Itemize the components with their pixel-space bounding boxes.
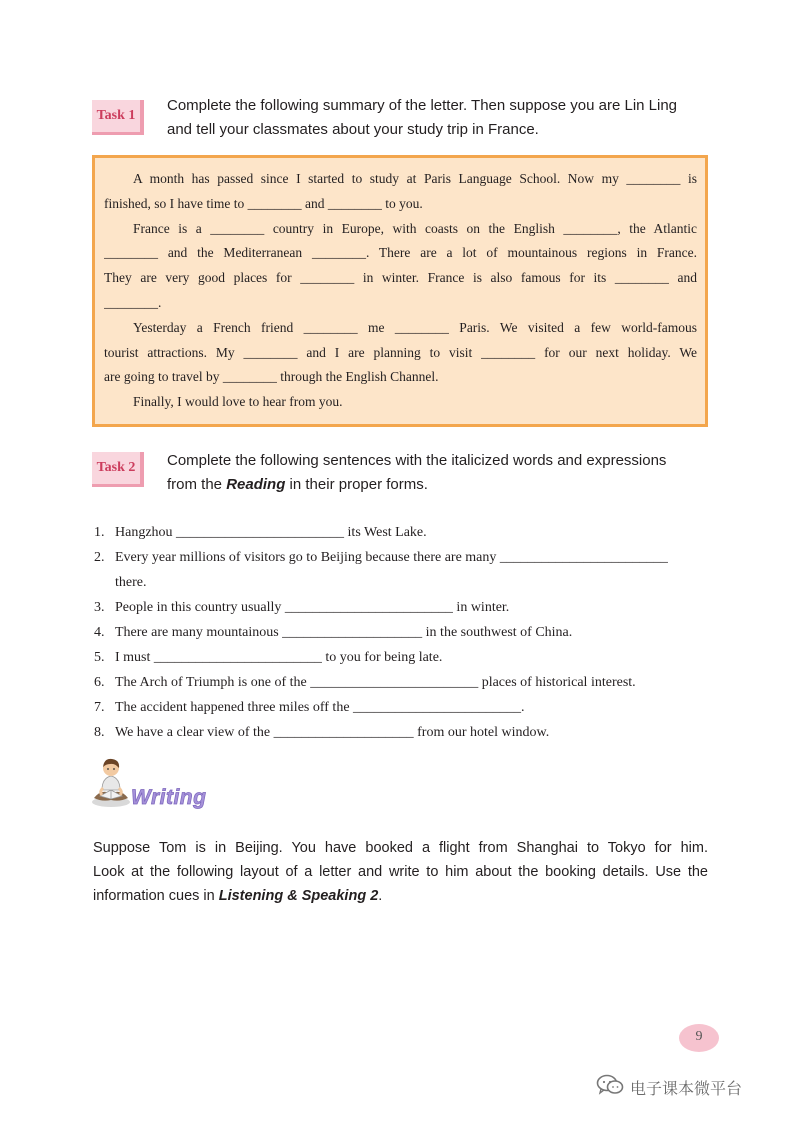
item-text: Hangzhou ________________________ its West Lake. bbox=[115, 525, 427, 540]
letter-line: A month has passed since I started to study at Paris Language School. Now my ________ is bbox=[133, 171, 697, 186]
writing-line: Look at the following layout of a letter and write to him about the booking details. Use the bbox=[93, 864, 708, 880]
list-item bbox=[94, 720, 714, 745]
letter-line: tourist attractions. My ________ and I are planning to visit ________ for our next holiday. We bbox=[104, 344, 697, 360]
page-number: 9 bbox=[679, 1024, 719, 1052]
letter-line: Yesterday a French friend ________ me ________ Paris. We visited a few world-famous bbox=[133, 319, 697, 335]
letter-summary-text bbox=[104, 167, 697, 415]
letter-line: are going to travel by ________ through the English Channel. bbox=[104, 369, 439, 385]
writing-text: . bbox=[378, 888, 383, 904]
letter-line: ________ and the Mediterranean ________. There are a lot of mountainous regions in France. bbox=[104, 245, 697, 261]
wechat-icon bbox=[596, 1073, 624, 1102]
task2-instruction-line bbox=[167, 473, 712, 497]
letter-line: ________. bbox=[104, 294, 162, 310]
list-item bbox=[94, 670, 714, 695]
letter-line: They are very good places for ________ in winter. France is also famous for its ________ and bbox=[104, 270, 697, 286]
task1-instruction-line: Complete the following summary of the letter. Then suppose you are Lin Ling bbox=[167, 97, 678, 114]
list-item-continuation bbox=[94, 570, 714, 595]
item-number: 6. bbox=[94, 675, 105, 690]
item-number: 5. bbox=[94, 650, 105, 665]
task1-instruction bbox=[167, 94, 712, 142]
item-text: there. bbox=[115, 575, 147, 590]
writing-line bbox=[93, 884, 708, 908]
writing-emphasis: Listening & Speaking 2 bbox=[218, 888, 379, 904]
list-item bbox=[94, 620, 714, 645]
task1-label: Task 1 bbox=[92, 100, 144, 135]
item-text: I must ________________________ to you for being late. bbox=[115, 650, 443, 665]
instruction-text: in their proper forms. bbox=[285, 476, 428, 493]
task1-instruction-line: and tell your classmates about your study trip in France. bbox=[167, 121, 539, 138]
writing-section-title: Writing bbox=[131, 786, 207, 809]
list-item bbox=[94, 595, 714, 620]
student-reading-icon bbox=[90, 754, 132, 808]
item-number: 2. bbox=[94, 550, 105, 565]
list-item bbox=[94, 695, 714, 720]
task2-instruction bbox=[167, 449, 712, 497]
item-text: The Arch of Triumph is one of the ________________________ places of historical interest. bbox=[115, 675, 636, 690]
instruction-emphasis: Reading bbox=[226, 476, 286, 493]
item-number: 8. bbox=[94, 725, 105, 740]
item-number: 3. bbox=[94, 600, 105, 615]
item-number: 1. bbox=[94, 525, 105, 540]
item-text: Every year millions of visitors go to Beijing because there are many ________________________ bbox=[115, 550, 668, 565]
watermark bbox=[596, 1074, 742, 1100]
writing-instructions bbox=[93, 836, 708, 908]
letter-line: Finally, I would love to hear from you. bbox=[133, 394, 343, 410]
letter-line: France is a ________ country in Europe, with coasts on the English ________, the Atlantic bbox=[133, 220, 697, 236]
task2-instruction-line: Complete the following sentences with the italicized words and expressions bbox=[167, 452, 667, 469]
item-number: 4. bbox=[94, 625, 105, 640]
item-text: The accident happened three miles off the ________________________. bbox=[115, 700, 525, 715]
list-item bbox=[94, 520, 714, 545]
item-text: There are many mountainous ____________________ in the southwest of China. bbox=[115, 625, 573, 640]
list-item bbox=[94, 645, 714, 670]
letter-line: finished, so I have time to ________ and ________ to you. bbox=[104, 195, 423, 211]
task2-label: Task 2 bbox=[92, 452, 144, 487]
item-text: We have a clear view of the ____________________ from our hotel window. bbox=[115, 725, 550, 740]
list-item bbox=[94, 545, 714, 570]
writing-text: information cues in bbox=[93, 888, 219, 904]
instruction-text: from the bbox=[167, 476, 227, 493]
item-text: People in this country usually ________________________ in winter. bbox=[115, 600, 510, 615]
writing-line: Suppose Tom is in Beijing. You have booked a flight from Shanghai to Tokyo for him. bbox=[93, 840, 708, 856]
item-number: 7. bbox=[94, 700, 105, 715]
watermark-text: 电子课本微平台 bbox=[630, 1078, 743, 1098]
exercise-list bbox=[94, 520, 714, 745]
